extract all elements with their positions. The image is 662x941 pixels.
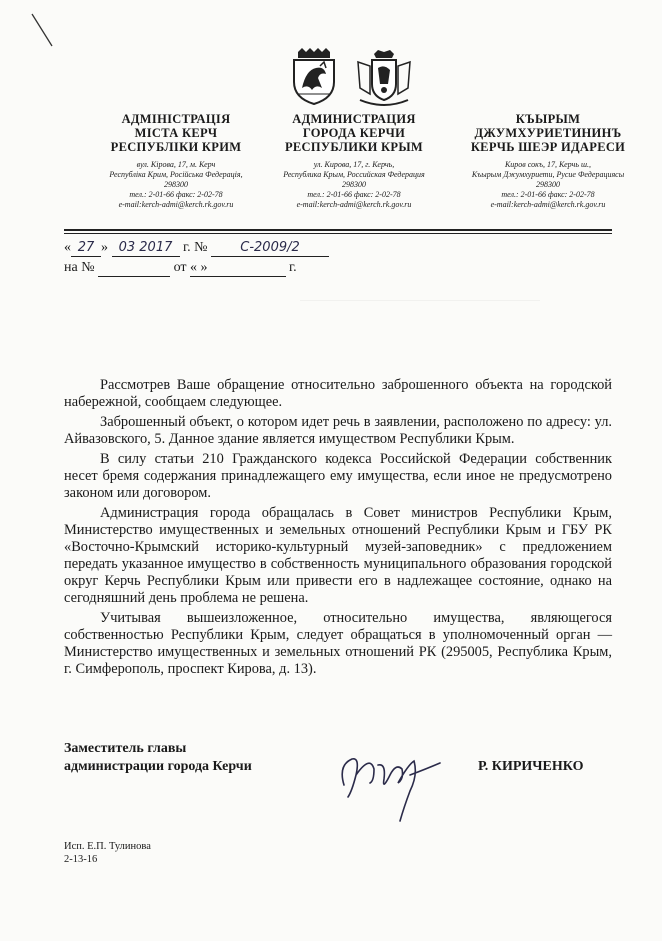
ref-year-suffix: г. bbox=[183, 240, 191, 255]
header-divider bbox=[64, 229, 612, 231]
reference-line-outgoing bbox=[64, 240, 329, 257]
header-crh-email: e-mail:kerch-admi@kerch.rk.gov.ru bbox=[490, 200, 606, 209]
header-crh-name-1: КЪЫРЫМ bbox=[515, 112, 581, 126]
header-crh-address-1: Киров сокъ, 17, Керчь ш., bbox=[504, 160, 592, 169]
header-crh-address-2: Къырым Джумхуриети, Русие Федерациясы bbox=[471, 170, 625, 179]
header-crh bbox=[448, 112, 648, 210]
header-rus-name-2: ГОРОДА КЕРЧИ bbox=[302, 126, 406, 140]
ref-reply-label: на № bbox=[64, 260, 95, 275]
header-rus-address-1: ул. Кирова, 17, г. Керчь, bbox=[313, 160, 395, 169]
pen-mark bbox=[28, 10, 58, 50]
header-ukr bbox=[76, 112, 276, 210]
handwritten-signature-icon bbox=[330, 735, 450, 825]
signer-name: Р. КИРИЧЕНКО bbox=[478, 759, 584, 774]
crimea-coat-of-arms-icon bbox=[352, 48, 416, 108]
header-ukr-name-1: АДМІНІСТРАЦІЯ bbox=[121, 112, 231, 126]
header-ukr-email: e-mail:kerch-admi@kerch.rk.gov.ru bbox=[118, 200, 234, 209]
kerch-coat-of-arms-icon bbox=[290, 48, 338, 106]
ref-from-quotes: « » bbox=[190, 260, 208, 275]
header-ukr-address-3: 298300 bbox=[164, 180, 188, 189]
header-divider-thin bbox=[64, 233, 612, 234]
executor-block bbox=[64, 840, 151, 866]
header-ukr-address-1: вул. Кірова, 17, м. Керч bbox=[136, 160, 216, 169]
executor-name: Исп. Е.П. Тулинова bbox=[64, 841, 151, 852]
header-ukr-phone: тел.: 2-01-66 факс: 2-02-78 bbox=[129, 190, 223, 199]
signature-position-line-2: администрации города Керчи bbox=[64, 759, 252, 774]
body-paragraph-4: Администрация города обращалась в Совет министров Республики Крым, Министерство имущественных и земельных отношений Республики Крым и ГБУ РК «Восточно-Крымский историко-культурный музей-заповедник» с предложением передать указанное имущество в собственность муниципального образования городской округ Керчь Республики Крым или привести его в надлежащее состояние, однако на сегодняшний день проблема не решена. bbox=[64, 505, 612, 606]
header-rus-email: e-mail:kerch-admi@kerch.rk.gov.ru bbox=[296, 200, 412, 209]
ref-open-quote: « bbox=[64, 240, 71, 255]
header-rus bbox=[254, 112, 454, 210]
header-crh-phone: тел.: 2-01-66 факс: 2-02-78 bbox=[501, 190, 595, 199]
ref-reply-number-blank bbox=[98, 260, 170, 277]
ref-from-suffix: г. bbox=[289, 260, 297, 275]
executor-phone: 2-13-16 bbox=[64, 854, 98, 865]
ref-number-label: № bbox=[194, 240, 208, 255]
header-crh-address-3: 298300 bbox=[536, 180, 560, 189]
show-through-area bbox=[300, 300, 540, 361]
header-rus-name-1: АДМИНИСТРАЦИЯ bbox=[292, 112, 416, 126]
ref-number: С-2009/2 bbox=[211, 240, 329, 257]
header-ukr-address-2: Республіка Крим, Російська Федерація, bbox=[109, 170, 243, 179]
body-paragraph-5: Учитывая вышеизложенное, относительно имущества, являющегося собственностью Республики Крым, следует обращаться в уполномоченный орган — Министерство имущественных и земельных отношений РК (295005, Республика Крым, г. Симферополь, проспект Кирова, д. 13). bbox=[64, 610, 612, 677]
ref-from-date-blank bbox=[208, 260, 286, 277]
ref-day: 27 bbox=[71, 240, 101, 257]
header-rus-phone: тел.: 2-01-66 факс: 2-02-78 bbox=[307, 190, 401, 199]
signature-position-line-1: Заместитель главы bbox=[64, 741, 187, 756]
body-paragraph-3: В силу статьи 210 Гражданского кодекса Российской Федерации собственник несет бремя содержания принадлежащего ему имущества, если иное не предусмотрено законом или договором. bbox=[64, 451, 612, 501]
ref-from-label: от bbox=[173, 260, 187, 275]
letter-body bbox=[64, 377, 612, 681]
body-paragraph-1: Рассмотрев Ваше обращение относительно заброшенного объекта на городской набережной, сообщаем следующее. bbox=[64, 377, 612, 410]
header-crh-name-2: ДЖУМХУРИЕТИНИНЪ bbox=[474, 126, 622, 140]
ref-close-quote: » bbox=[101, 240, 108, 255]
header-rus-name-3: РЕСПУБЛИКИ КРЫМ bbox=[284, 140, 424, 154]
body-paragraph-2: Заброшенный объект, о котором идет речь в заявлении, расположено по адресу: ул. Айвазовского, 5. Данное здание является имуществом Республики Крым. bbox=[64, 414, 612, 447]
header-crh-name-3: КЕРЧЬ ШЕЭР ИДАРЕСИ bbox=[470, 140, 626, 154]
ref-month-year: 03 2017 bbox=[112, 240, 180, 257]
header-rus-address-2: Республика Крым, Российская Федерация bbox=[283, 170, 425, 179]
reference-line-incoming bbox=[64, 260, 297, 277]
header-ukr-name-3: РЕСПУБЛІКИ КРИМ bbox=[110, 140, 242, 154]
signature-position bbox=[64, 740, 252, 776]
header-rus-address-3: 298300 bbox=[342, 180, 366, 189]
header-ukr-name-2: МІСТА КЕРЧ bbox=[134, 126, 218, 140]
